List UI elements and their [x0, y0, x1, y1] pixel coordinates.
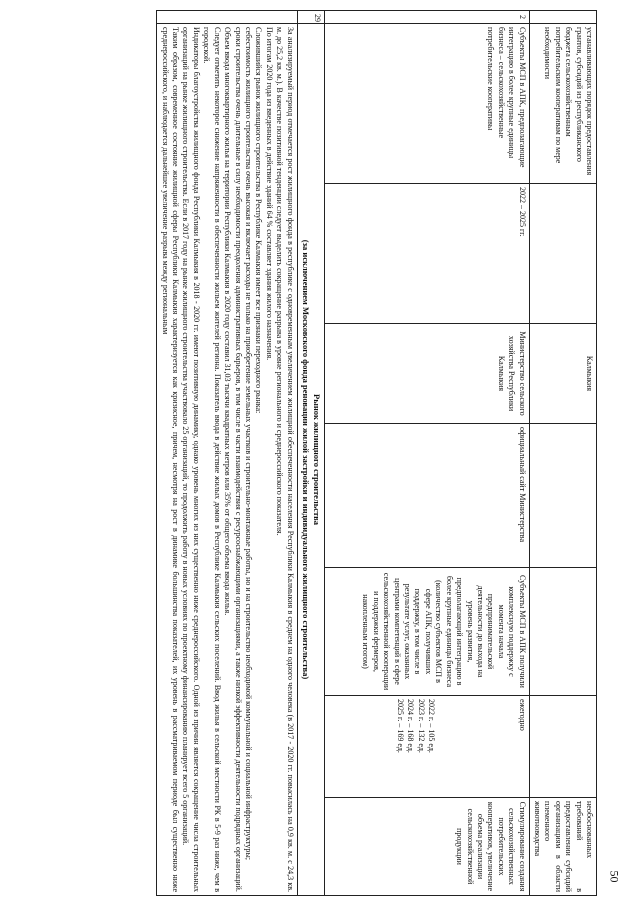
section-body: [297, 24, 324, 896]
row-2-result: Стимулирование создания сельскохозяйственных потребительских кооперативов, увеличение объема реализации сельскохозяйственной продукции: [324, 798, 529, 896]
row-a-source: [529, 424, 596, 568]
page-number: [608, 869, 620, 884]
page-number-text: 50: [607, 870, 622, 883]
paragraph: Индикаторы благоустройства жилищного фонда Республики Калмыкия в 2018 - 2020 гг. имеют позитивную динамику, однако уровень многих из них существенно ниже среднероссийского. Одной из причин является сокращение числа строительных организаций на рынке жилищного строительства. Если в 2017 году на рынке жилищного строительства участвовало 25 организаций, то продолжить работу в новых условиях по проектному финансированию планирует всего 5 организаций.: [181, 27, 201, 892]
paragraph: себестоимость жилищного строительства очень высокая и включает расходы не только на приобретение земельных участков и строительно-монтажные работы, но и на строительство необходимой коммунальной и социальной инфраструктуры;: [243, 27, 253, 860]
rotated-table-content: [42, 10, 597, 895]
period-value: 2022 г. – 105 ед.: [427, 699, 437, 753]
row-a-indicator: [529, 568, 596, 696]
row-a-executor: Калмыкия: [529, 324, 596, 424]
row-a-measure: устанавливающих порядок предоставления грантов, субсидий из республиканского бюджета сельскохозяйственным потребительским кооперативам по мере необходимости: [529, 24, 596, 184]
section-title: Рынок жилищного строительства: [311, 394, 322, 525]
section-num: 29: [297, 11, 324, 24]
paragraph: Объем ввода многоквартирного жилья на территории Республики Калмыкия в 2020 году составил 31,03 тысячи квадратных метров или 35% от общего объема ввода жилья.: [223, 27, 233, 616]
row-a-period: [529, 696, 596, 798]
period-value: 2023 г. – 132 ед.: [416, 699, 426, 753]
section-subtitle: (за исключением Московского фонда реновации жилой застройки и индивидуального жилищного строительства): [300, 239, 311, 680]
period-value: 2025 г. – 169 ед.: [395, 699, 405, 753]
table-row: [297, 11, 324, 896]
row-2-num: 2: [324, 11, 529, 24]
section-text: [157, 24, 297, 896]
measures-table: [156, 10, 597, 896]
section-num-cell: [157, 11, 297, 24]
row-2-indicator: Субъекты МСП в АПК получили комплексную поддержку с момента начала предпринимательской деятельности до выхода на уровень развития, предполагающий интеграцию в более крупные единицы бизнеса (количество субъектов МСП в сфере АПК, получивших поддержку, в том числе в результате услуг, оказанных центрами компетенций в сфере сельскохозяйственной кооперации и поддержки фермеров, накопленным итогом): [324, 568, 529, 696]
paragraph: Следует отметить некоторое снижение напряженности в обеспеченности жильем жителей региона. Показатель ввода в действие жилых домов в Республике Калмыкия сельских поселений. Ввод жилья в сельской местности РК в 5-9 раз ниже, чем в городской.: [202, 27, 222, 892]
paragraph: Таким образом, современное состояние жилищной сферы Республики Калмыкия характеризуется как кризисное, причем, несмотря на рост в динамике большинства показателей, их уровень в рассматриваемом периоде был существенно ниже среднероссийского, и наблюдается дальнейшее увеличение разрыва между региональным: [160, 27, 181, 892]
row-a-result: необоснованных требований в предоставлении субсидий организациям в области племенного животноводства: [529, 798, 596, 896]
row-a-num: [529, 11, 596, 24]
row-a-deadline: [529, 184, 596, 324]
period-value: 2024 г. – 168 ед.: [406, 699, 416, 753]
row-2-source: официальный сайт Министерства: [324, 424, 529, 568]
paragraph: Сложившийся рынок жилищного строительства в Республике Калмыкия имеет все признаки переходного рынка:: [254, 27, 264, 414]
table-row: [324, 11, 529, 896]
row-2-deadline: 2022 – 2025 гг.: [324, 184, 529, 324]
row-2-executor: Министерство сельского хозяйства Республики Калмыкия: [324, 324, 529, 424]
paragraph: За анализируемый период отмечается рост жилищного фонда в республике с одновременным увеличением жилищной обеспеченности населения Республики Калмыкия в среднем на одного человека (в 2017 - 2020 гг. повысилась на 0,9 кв. м. с 24,3 кв. м. до 25,2 кв. м.). В качестве позитивной тенденции следует выделить сокращение разрыва в уровне регионального и среднероссийского показателя.: [275, 27, 295, 892]
table-row: [529, 11, 596, 896]
paragraph: По итогам 2020 года из введенных в действие зданий 64 % составляет здания жилого назначения.: [264, 27, 274, 361]
row-2-measure: Субъекты МСП в АПК, предполагающие интеграцию в более крупные единицы бизнеса – сельскохозяйственные потребительские кооперативы: [324, 24, 529, 184]
paragraph: сроки строительства очень длительные в силу необходимости преодоления административных барьеров, в том числе в части взаимодействия с ресурсоснабжающими организациями, а также низкой эффективности деятельности подрядных организаций.: [233, 27, 243, 892]
table-row: [157, 11, 297, 896]
period-label: ежегодно: [517, 699, 527, 731]
row-2-period: [324, 696, 529, 798]
